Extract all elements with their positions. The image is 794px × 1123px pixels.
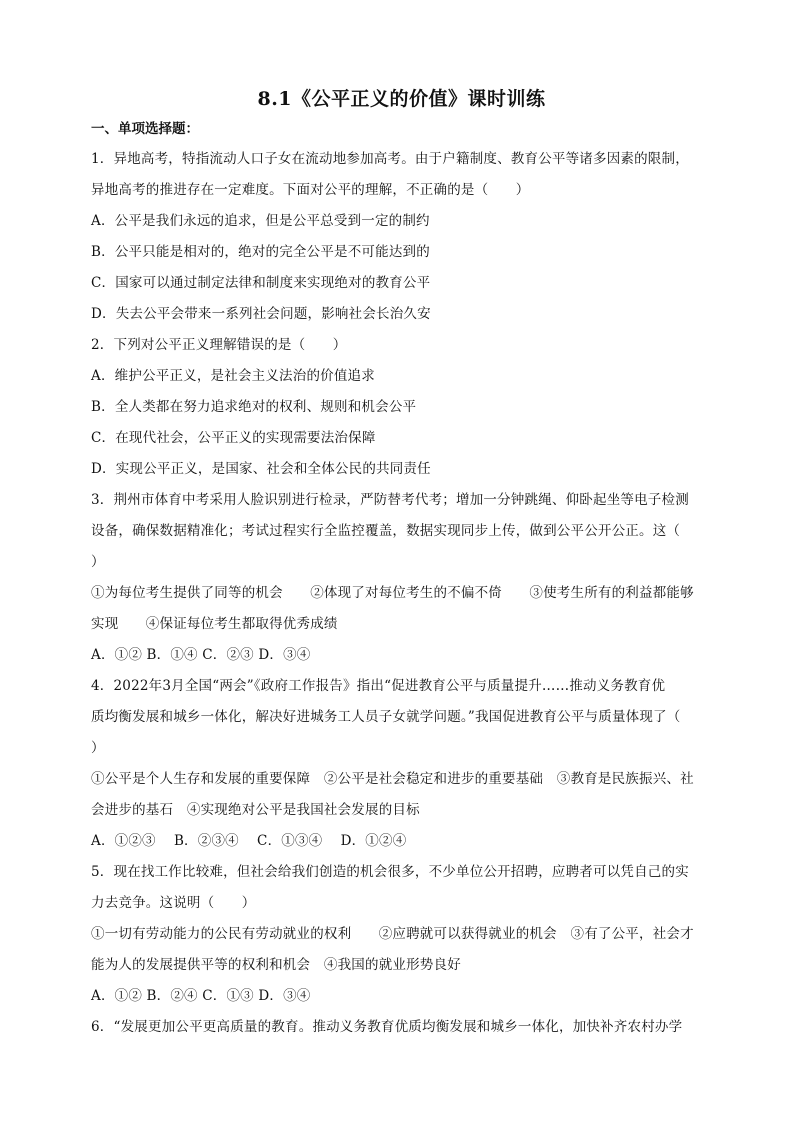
- question-6-line-1: 6．“发展更加公平更高质量的教育。推动义务教育优质均衡发展和城乡一体化，加快补齐农村办学: [91, 1019, 683, 1035]
- question-1-option-a: A．公平是我们永远的追求，但是公平总受到一定的制约: [91, 213, 430, 229]
- question-5-line-2: 力去竞争。这说明（ ）: [91, 895, 256, 911]
- section-heading: 一、单项选择题：: [91, 121, 199, 137]
- question-3-options: A．①② B．①④ C．②③ D．③④: [91, 647, 311, 663]
- question-2-option-d: D．实现公平正义，是国家、社会和全体公民的共同责任: [91, 461, 431, 477]
- question-5-statements-line-2: 能为人的发展提供平等的权利和机会 ④我国的就业形势良好: [91, 957, 461, 973]
- question-5-options: A．①② B．②④ C．①③ D．③④: [91, 988, 311, 1004]
- question-4-options: A．①②③ B．②③④ C．①③④ D．①②④: [91, 833, 407, 849]
- question-1-option-b: B．公平只能是相对的，绝对的完全公平是不可能达到的: [91, 244, 430, 260]
- question-4-line-2: 质均衡发展和城乡一体化，解决好进城务工人员子女就学问题。”我国促进教育公平与质量体现了（: [91, 709, 681, 725]
- question-4-statements-line-2: 会进步的基石 ④实现绝对公平是我国社会发展的目标: [91, 802, 420, 818]
- question-5-line-1: 5．现在找工作比较难，但社会给我们创造的机会很多，不少单位公开招聘，应聘者可以凭自己的实: [91, 864, 689, 880]
- question-1-line-1: 1．异地高考，特指流动人口子女在流动地参加高考。由于户籍制度、教育公平等诸多因素的限制，: [91, 151, 689, 167]
- question-body: [91, 144, 712, 1043]
- question-1-option-c: C．国家可以通过制定法律和制度来实现绝对的教育公平: [91, 275, 431, 291]
- question-2-option-b: B．全人类都在努力追求绝对的权利、规则和机会公平: [91, 399, 417, 415]
- question-3-statements-line-1: ①为每位考生提供了同等的机会 ②体现了对每位考生的不偏不倚 ③使考生所有的利益都能够: [91, 585, 694, 601]
- question-4-line-3: ）: [91, 740, 105, 756]
- question-2-option-a: A．维护公平正义，是社会主义法治的价值追求: [91, 368, 375, 384]
- question-3-line-3: ）: [91, 554, 105, 570]
- question-2-line-1: 2．下列对公平正义理解错误的是（ ）: [91, 337, 347, 353]
- question-4-line-1: 4．2022年3月全国“两会”《政府工作报告》指出“促进教育公平与质量提升……推动义务教育优: [91, 678, 666, 694]
- question-3-line-1: 3．荆州市体育中考采用人脸识别进行检录，严防替考代考；增加一分钟跳绳、仰卧起坐等电子检测: [91, 492, 689, 508]
- question-1-option-d: D．失去公平会带来一系列社会问题，影响社会长治久安: [91, 306, 431, 322]
- question-2-option-c: C．在现代社会，公平正义的实现需要法治保障: [91, 430, 376, 446]
- question-5-statements-line-1: ①一切有劳动能力的公民有劳动就业的权利 ②应聘就可以获得就业的机会 ③有了公平，社会才: [91, 926, 694, 942]
- question-1-line-2: 异地高考的推进存在一定难度。下面对公平的理解，不正确的是（ ）: [91, 182, 530, 198]
- question-3-line-2: 设备，确保数据精准化；考试过程实行全监控覆盖，数据实现同步上传，做到公平公开公正。这（: [91, 523, 681, 539]
- question-3-statements-line-2: 实现 ④保证每位考生都取得优秀成绩: [91, 616, 338, 632]
- question-4-statements-line-1: ①公平是个人生存和发展的重要保障 ②公平是社会稳定和进步的重要基础 ③教育是民族振兴、社: [91, 771, 694, 787]
- page-title: 8.1《公平正义的价值》课时训练: [257, 88, 546, 110]
